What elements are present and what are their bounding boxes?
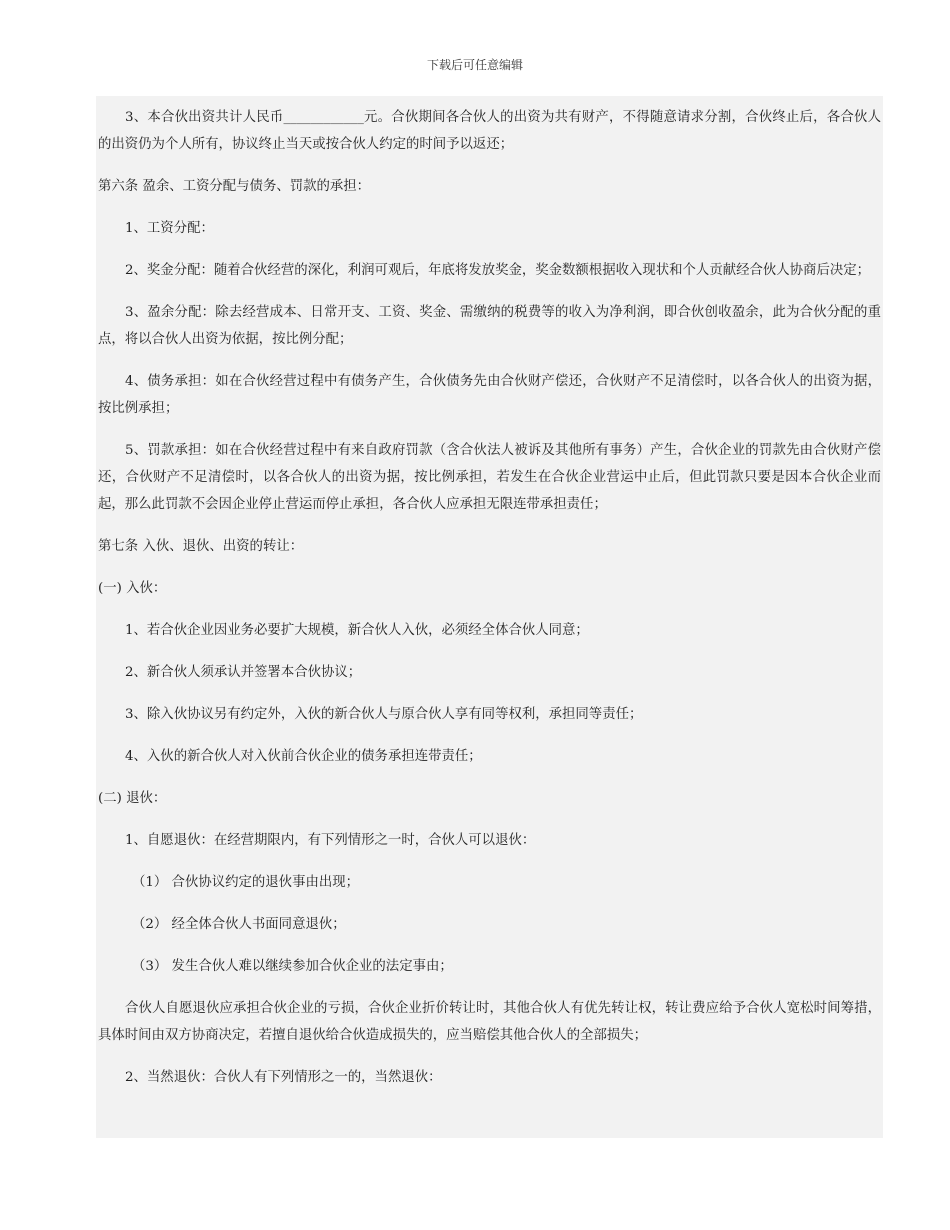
document-body bbox=[96, 96, 883, 1138]
section-joining-heading: (一) 入伙： bbox=[98, 581, 167, 596]
clause-7-2-2: 2、当然退伙：合伙人有下列情形之一的，当然退伙： bbox=[125, 1070, 442, 1085]
page-header: 下载后可任意编辑 bbox=[426, 58, 523, 72]
clause-7-1-2: 2、新合伙人须承认并签署本合伙协议； bbox=[125, 665, 362, 680]
sub-item-1: （1） 合伙协议约定的退伙事由出现； bbox=[132, 875, 360, 890]
clause-7-2-1: 1、自愿退伙：在经营期限内，有下列情形之一时，合伙人可以退伙： bbox=[125, 833, 536, 848]
clause-6-5-fines: 5、罚款承担：如在合伙经营过程中有来自政府罚款（含合伙法人被诉及其他所有事务）产生，合伙企业的罚款先由合伙财产偿还，合伙财产不足清偿时，以各合伙人的出资为据，按比例承担，若发生在合伙企业营运中止后，但此罚款只要是因本合伙企业而起，那么此罚款不会因企业停止营运而停止承担，各合伙人应承担无限连带承担责任； bbox=[98, 443, 881, 512]
clause-7-1-4: 4、入伙的新合伙人对入伙前合伙企业的债务承担连带责任； bbox=[125, 749, 482, 764]
sub-item-3: （3） 发生合伙人难以继续参加合伙企业的法定事由； bbox=[132, 959, 453, 974]
section-withdrawal-heading: (二) 退伙： bbox=[98, 791, 167, 806]
clause-5-3-capital: 3、本合伙出资共计人民币____________元。合伙期间各合伙人的出资为共有财产，不得随意请求分割，合伙终止后，各合伙人的出资仍为个人所有，协议终止当天或按合伙人约定的时间予以返还； bbox=[98, 110, 881, 152]
sub-item-2: （2） 经全体合伙人书面同意退伙； bbox=[132, 917, 346, 932]
clause-6-2-bonus: 2、奖金分配：随着合伙经营的深化，利润可观后，年底将发放奖金，奖金数额根据收入现状和个人贡献经合伙人协商后决定； bbox=[125, 263, 870, 278]
article-6-heading: 第六条 盈余、工资分配与债务、罚款的承担： bbox=[98, 179, 371, 194]
article-7-heading: 第七条 入伙、退伙、出资的转让： bbox=[98, 539, 304, 554]
clause-6-3-surplus: 3、盈余分配：除去经营成本、日常开支、工资、奖金、需缴纳的税费等的收入为净利润，即合伙创收盈余，此为合伙分配的重点，将以合伙人出资为依据，按比例分配； bbox=[98, 305, 881, 347]
clause-6-1-wages: 1、工资分配： bbox=[125, 221, 214, 236]
clause-7-1-1: 1、若合伙企业因业务必要扩大规模，新合伙人入伙，必须经全体合伙人同意； bbox=[125, 623, 589, 638]
clause-6-4-debt: 4、债务承担：如在合伙经营过程中有债务产生，合伙债务先由合伙财产偿还，合伙财产不足清偿时，以各合伙人的出资为据，按比例承担； bbox=[98, 374, 881, 416]
withdrawal-loss-paragraph: 合伙人自愿退伙应承担合伙企业的亏损，合伙企业折价转让时，其他合伙人有优先转让权，转让费应给予合伙人宽松时间筹措，具体时间由双方协商决定，若擅自退伙给合伙造成损失的，应当赔偿其他合伙人的全部损失； bbox=[98, 1001, 881, 1043]
clause-7-1-3: 3、除入伙协议另有约定外，入伙的新合伙人与原合伙人享有同等权利，承担同等责任； bbox=[125, 707, 643, 722]
